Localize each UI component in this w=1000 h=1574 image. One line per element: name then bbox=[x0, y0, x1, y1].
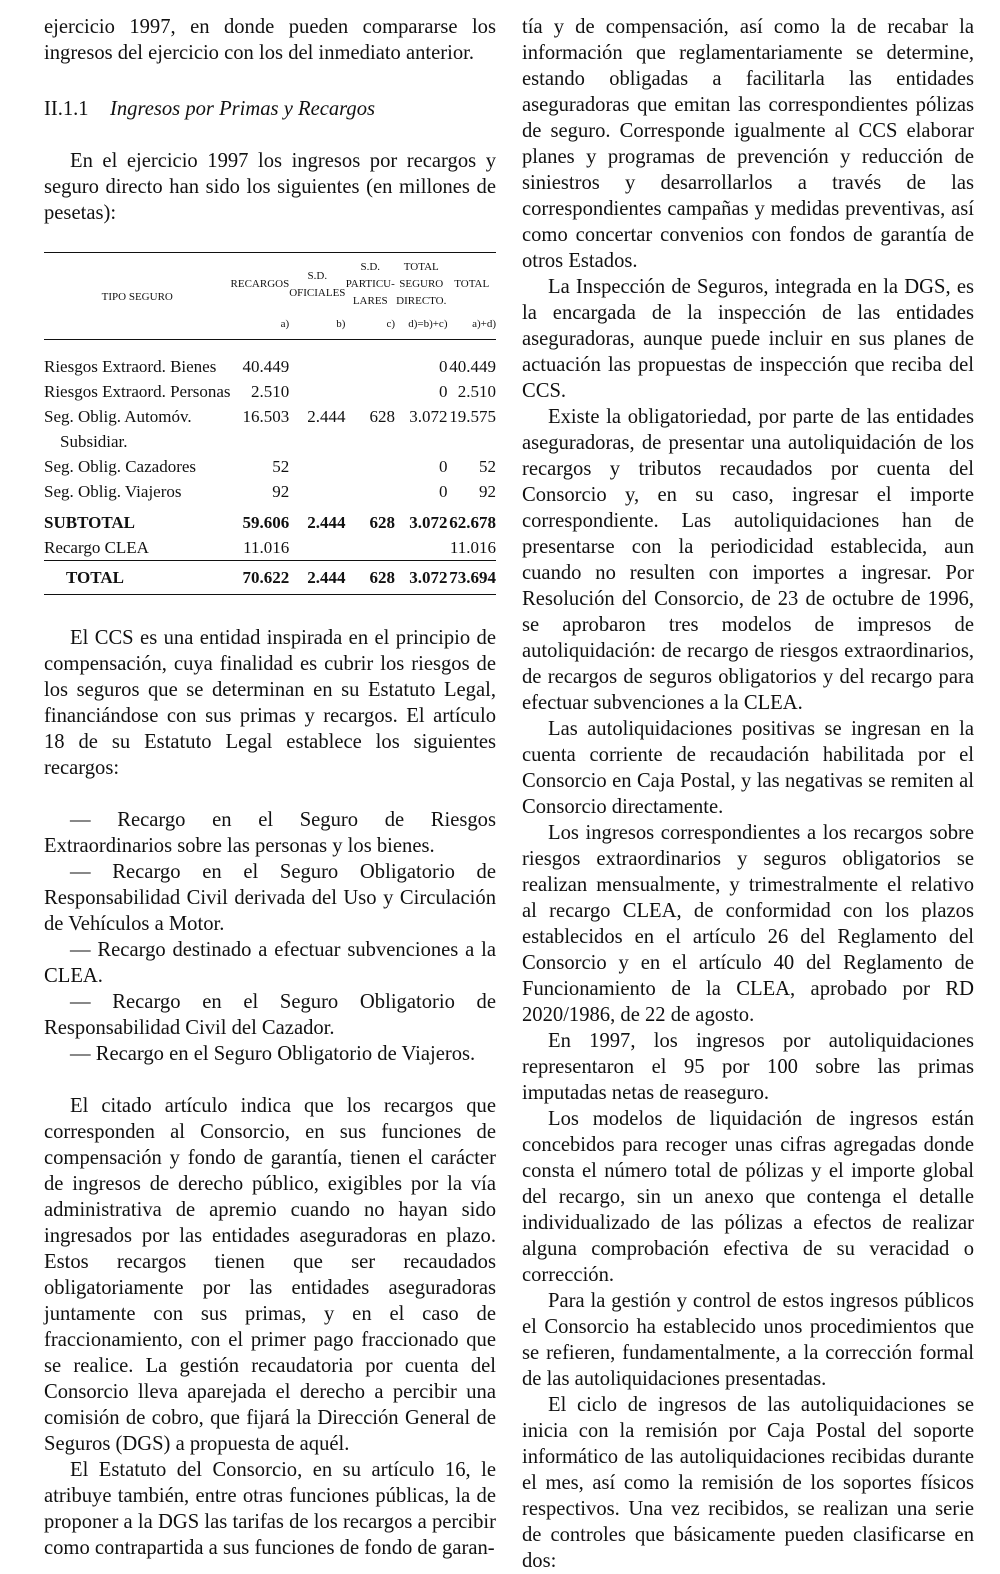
cell-recargos: 52 bbox=[272, 457, 290, 476]
table-header-row bbox=[44, 253, 496, 314]
list-item: — Recargo en el Seguro Obligatorio de Viajeros. bbox=[70, 1043, 476, 1065]
row-label: Recargo CLEA bbox=[44, 538, 149, 557]
cell-total-seguro bbox=[395, 535, 447, 561]
section-title: Ingresos por Primas y Recargos bbox=[110, 98, 376, 120]
cell-recargos: 2.510 bbox=[250, 382, 290, 401]
paragraph-7: Los modelos de liquidación de ingresos están concebidos para recoger unas cifras agregadas donde consta el número total de pólizas y el importe global del recargo, sin un anexo que contenga el detalle individualizado de las pólizas a efectos de realizar alguna comprobación efectiva de su veracidad o corrección. bbox=[522, 1108, 974, 1286]
ccs-paragraph: El CCS es una entidad inspirada en el principio de compensación, cuya finalidad es cubrir los riesgos de los seguros que se determinan en su Estatuto Legal, financiándose con sus primas y recargos. El artículo 18 de su Estatuto Legal establece los siguientes recargos: bbox=[44, 627, 496, 779]
row-label: Seg. Oblig. Viajeros bbox=[44, 482, 182, 501]
cell-recargos: 70.622 bbox=[231, 561, 290, 595]
paragraph-4: Las autoliquidaciones positivas se ingresan en la cuenta corriente de recaudación habilitada por el Consorcio en Caja Postal, y las negativas se remiten al Consorcio directamente. bbox=[522, 718, 974, 818]
row-label: TOTAL bbox=[44, 561, 231, 595]
cell-recargos: 16.503 bbox=[242, 407, 290, 426]
cell-oficiales bbox=[289, 340, 345, 380]
list-item: — Recargo en el Seguro Obligatorio de Responsabilidad Civil del Cazador. bbox=[44, 991, 496, 1039]
cell-total-seguro: 3.072 bbox=[409, 513, 448, 532]
table-row bbox=[44, 404, 496, 454]
cell-particulares bbox=[345, 535, 395, 561]
cell-recargos: 40.449 bbox=[242, 357, 290, 376]
header-oficiales: S.D. OFICIALES bbox=[289, 269, 346, 299]
cell-recargos: 59.606 bbox=[242, 513, 290, 532]
table-row bbox=[44, 379, 496, 404]
subheader-particulares: c) bbox=[345, 314, 395, 340]
cell-total: 19.575 bbox=[449, 407, 496, 426]
subheader-total-seguro: d)=b)+c) bbox=[395, 314, 447, 340]
cell-oficiales: 2.444 bbox=[307, 513, 346, 532]
row-label bbox=[44, 404, 231, 454]
cell-total: 52 bbox=[479, 457, 496, 476]
header-total: TOTAL bbox=[454, 278, 490, 290]
cell-total-seguro: 3.072 bbox=[395, 561, 447, 595]
paragraph-2: La Inspección de Seguros, integrada en la DGS, es la encargada de la inspección de las entidades aseguradoras, aunque puede incluir en sus planes de actuación las propuestas de inspección que reciba del CCS. bbox=[522, 276, 974, 402]
cell-oficiales: 2.444 bbox=[307, 407, 346, 426]
section-heading bbox=[44, 96, 496, 122]
table-row bbox=[44, 454, 496, 479]
cell-total-seguro: 0 bbox=[438, 482, 448, 501]
header-recargos: RECARGOS bbox=[230, 278, 290, 290]
clea-row bbox=[44, 535, 496, 561]
cell-particulares: 628 bbox=[369, 513, 396, 532]
paragraph-6: En 1997, los ingresos por autoliquidaciones representaron el 95 por 100 sobre las primas imputadas netas de reaseguro. bbox=[522, 1030, 974, 1104]
paragraph-1: tía y de compensación, así como la de recabar la información que reglamentariamente se determine, estando obligadas a facilitarla las entidades aseguradoras que emitan las correspondientes pólizas de seguro. Corresponde igualmente al CCS elaborar planes y programas de prevención y reducción de siniestros y desarrollarlos a través de las correspondientes campañas y medidas preventivas, así como concertar convenios con fondos de garantía de otros Estados. bbox=[522, 16, 974, 272]
list-item: — Recargo en el Seguro Obligatorio de Responsabilidad Civil derivada del Uso y Circulación de Vehículos a Motor. bbox=[44, 861, 496, 935]
paragraph-5: Los ingresos correspondientes a los recargos sobre riesgos extraordinarios y seguros obligatorios se realizan mensualmente, y trimestralmente el relativo al recargo CLEA, de conformidad con los plazos establecidos en el artículo 26 del Reglamento del Consorcio y en el artículo 40 del Reglamento de Funcionamiento de la CLEA, aprobado por RD 2020/1986, de 22 de agosto. bbox=[522, 822, 974, 1026]
row-label: Seg. Oblig. Cazadores bbox=[44, 457, 197, 476]
intro-paragraph: ejercicio 1997, en donde pueden compararse los ingresos del ejercicio con los del inmediato anterior. bbox=[44, 16, 496, 64]
cell-particulares bbox=[345, 454, 395, 479]
right-column bbox=[522, 14, 974, 1574]
paragraph-3: Existe la obligatoriedad, por parte de las entidades aseguradoras, de presentar una autoliquidación de los recargos y tributos recaudados por cuenta del Consorcio y, en su caso, ingresar el importe correspondiente. Las autoliquidaciones han de presentarse con la periodicidad establecida, aun cuando no resulten con importes a ingresar. Por Resolución del Consorcio, de 23 de octubre de 1996, se aprobaron tres modelos de impresos de autoliquidación: de recargo de riesgos extraordinarios, de recargos de seguros obligatorios y del recargo para efectuar subvenciones a la CLEA. bbox=[522, 406, 974, 714]
section-number: II.1.1 bbox=[44, 98, 89, 120]
list-item: — Recargo en el Seguro de Riesgos Extraordinarios sobre las personas y los bienes. bbox=[44, 809, 496, 857]
subheader-total: a)+d) bbox=[447, 314, 496, 340]
cell-total-seguro: 3.072 bbox=[409, 407, 448, 426]
cell-particulares: 628 bbox=[369, 407, 396, 426]
cell-particulares bbox=[345, 479, 395, 504]
row-label: Riesgos Extraord. Personas bbox=[44, 382, 231, 401]
row-label-sub: Subsidiar. bbox=[60, 432, 128, 451]
cell-total: 40.449 bbox=[449, 357, 496, 376]
cell-recargos: 92 bbox=[272, 482, 290, 501]
row-label: Riesgos Extraord. Bienes bbox=[44, 357, 217, 376]
table-row bbox=[44, 479, 496, 504]
header-total-seguro: TOTAL SEGURO DIRECTO. bbox=[396, 261, 447, 307]
cell-total: 2.510 bbox=[457, 382, 496, 401]
cell-total: 11.016 bbox=[449, 538, 496, 557]
list-item: — Recargo destinado a efectuar subvenciones a la CLEA. bbox=[44, 939, 496, 987]
cell-total: 73.694 bbox=[447, 561, 496, 595]
cell-total-seguro: 0 bbox=[438, 457, 448, 476]
row-label-main: Seg. Oblig. Automóv. bbox=[44, 407, 192, 426]
paragraph-9: El ciclo de ingresos de las autoliquidaciones se inicia con la remisión por Caja Postal del soporte informático de las autoliquidaciones recibidas durante el mes, así como la remisión de los soportes físicos respectivos. Una vez recibidos, se realizan una serie de controles que básicamente pueden clasificarse en dos: bbox=[522, 1394, 974, 1572]
cell-oficiales bbox=[289, 479, 345, 504]
header-particulares: S.D. PARTICU- LARES bbox=[345, 261, 395, 307]
cell-total-seguro: 0 bbox=[438, 382, 448, 401]
cell-oficiales bbox=[289, 454, 345, 479]
cell-oficiales bbox=[289, 379, 345, 404]
subheader-recargos: a) bbox=[231, 314, 290, 340]
cell-total-seguro: 0 bbox=[438, 357, 448, 376]
paragraph-8: Para la gestión y control de estos ingresos públicos el Consorcio ha establecido unos procedimientos que se refieren, fundamentalmente, a la corrección formal de las autoliquidaciones presentadas. bbox=[522, 1290, 974, 1390]
table-row bbox=[44, 340, 496, 380]
surcharge-list bbox=[44, 807, 496, 1067]
estatuto-paragraph: El Estatuto del Consorcio, en su artículo 16, le atribuye también, entre otras funciones públicas, la de proponer a la DGS las tarifas de los recargos a percibir como contrapartida a sus funciones de fondo de garan- bbox=[44, 1459, 496, 1559]
cell-total: 92 bbox=[479, 482, 496, 501]
cell-particulares: 628 bbox=[345, 561, 395, 595]
articulo-paragraph: El citado artículo indica que los recargos que corresponden al Consorcio, en sus funciones de compensación y fondo de garantía, tienen el carácter de ingresos de derecho público, exigibles por la vía administrativa de apremio cuando no hayan sido ingresados por las entidades aseguradoras en plazo. Estos recargos tienen que ser recaudados obligatoriamente por las entidades aseguradoras juntamente con sus primas, y en el caso de fraccionamiento, con el primer pago fraccionado que se realice. La gestión recaudatoria por cuenta del Consorcio lleva aparejada el derecho a percibir una comisión de cobro, que fijará la Dirección General de Seguros (DGS) a propuesta de aquél. bbox=[44, 1095, 496, 1455]
subheader-oficiales: b) bbox=[289, 314, 345, 340]
cell-particulares bbox=[345, 340, 395, 380]
total-row bbox=[44, 561, 496, 595]
cell-particulares bbox=[345, 379, 395, 404]
header-tipo: TIPO SEGURO bbox=[44, 253, 231, 340]
left-column bbox=[44, 14, 496, 1561]
income-table bbox=[44, 253, 496, 595]
table-intro-paragraph: En el ejercicio 1997 los ingresos por recargos y seguro directo han sido los siguientes (en millones de pesetas): bbox=[44, 150, 496, 224]
row-label: SUBTOTAL bbox=[44, 513, 136, 532]
cell-oficiales bbox=[289, 535, 345, 561]
income-table-wrapper bbox=[44, 252, 496, 595]
cell-recargos: 11.016 bbox=[243, 538, 290, 557]
subtotal-row bbox=[44, 504, 496, 535]
cell-total: 62.678 bbox=[449, 513, 496, 532]
cell-oficiales: 2.444 bbox=[289, 561, 345, 595]
